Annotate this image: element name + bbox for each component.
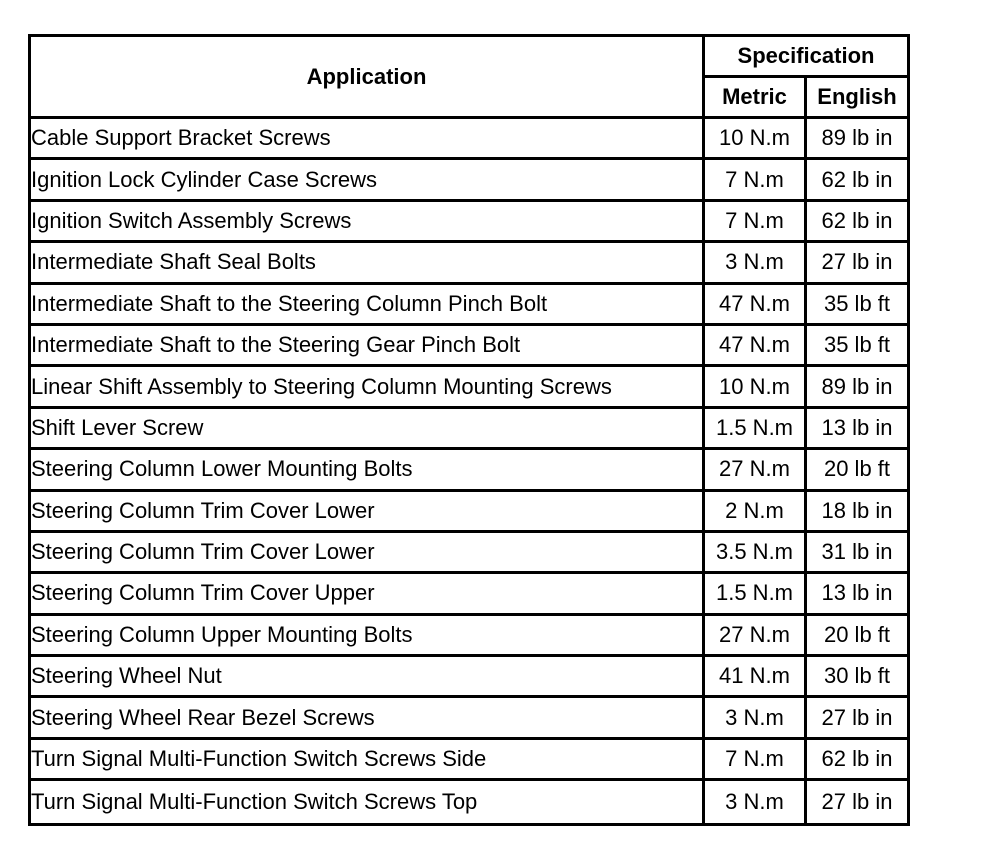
english-cell: 27 lb in (807, 243, 907, 284)
application-column-header: Application (31, 37, 705, 119)
application-cell: Steering Column Upper Mounting Bolts (31, 616, 705, 657)
english-cell: 18 lb in (807, 492, 907, 533)
header-row-top (31, 37, 907, 78)
metric-cell: 3 N.m (705, 781, 807, 822)
metric-cell: 3 N.m (705, 698, 807, 739)
table-row (31, 367, 907, 408)
application-cell: Turn Signal Multi-Function Switch Screws Side (31, 740, 705, 781)
table-row (31, 657, 907, 698)
english-cell: 89 lb in (807, 367, 907, 408)
english-cell: 89 lb in (807, 119, 907, 160)
table-row (31, 574, 907, 615)
specification-column-header: Specification (705, 37, 907, 78)
english-cell: 31 lb in (807, 533, 907, 574)
metric-cell: 10 N.m (705, 119, 807, 160)
metric-cell: 47 N.m (705, 326, 807, 367)
table-body (31, 119, 907, 823)
application-cell: Steering Column Trim Cover Lower (31, 533, 705, 574)
metric-cell: 41 N.m (705, 657, 807, 698)
english-column-header: English (807, 78, 907, 119)
metric-cell: 1.5 N.m (705, 409, 807, 450)
english-cell: 13 lb in (807, 409, 907, 450)
table-row (31, 492, 907, 533)
english-cell: 35 lb ft (807, 285, 907, 326)
table-row (31, 740, 907, 781)
metric-cell: 7 N.m (705, 160, 807, 201)
application-cell: Linear Shift Assembly to Steering Column Mounting Screws (31, 367, 705, 408)
metric-cell: 27 N.m (705, 450, 807, 491)
metric-column-header: Metric (705, 78, 807, 119)
application-cell: Steering Wheel Nut (31, 657, 705, 698)
application-cell: Steering Column Lower Mounting Bolts (31, 450, 705, 491)
table-row (31, 285, 907, 326)
metric-cell: 3 N.m (705, 243, 807, 284)
table-row (31, 781, 907, 822)
table-row (31, 119, 907, 160)
english-cell: 62 lb in (807, 160, 907, 201)
table-row (31, 533, 907, 574)
table-row (31, 243, 907, 284)
application-cell: Intermediate Shaft to the Steering Gear Pinch Bolt (31, 326, 705, 367)
application-cell: Intermediate Shaft Seal Bolts (31, 243, 705, 284)
application-cell: Ignition Switch Assembly Screws (31, 202, 705, 243)
torque-specification-table (28, 34, 910, 826)
metric-cell: 7 N.m (705, 740, 807, 781)
english-cell: 62 lb in (807, 740, 907, 781)
metric-cell: 3.5 N.m (705, 533, 807, 574)
metric-cell: 47 N.m (705, 285, 807, 326)
metric-cell: 7 N.m (705, 202, 807, 243)
english-cell: 62 lb in (807, 202, 907, 243)
application-cell: Cable Support Bracket Screws (31, 119, 705, 160)
english-cell: 35 lb ft (807, 326, 907, 367)
application-cell: Intermediate Shaft to the Steering Column Pinch Bolt (31, 285, 705, 326)
application-cell: Steering Column Trim Cover Upper (31, 574, 705, 615)
english-cell: 20 lb ft (807, 616, 907, 657)
table-row (31, 326, 907, 367)
table-row (31, 616, 907, 657)
table-row (31, 202, 907, 243)
table-row (31, 698, 907, 739)
table-row (31, 160, 907, 201)
metric-cell: 10 N.m (705, 367, 807, 408)
application-cell: Turn Signal Multi-Function Switch Screws Top (31, 781, 705, 822)
english-cell: 20 lb ft (807, 450, 907, 491)
application-cell: Steering Column Trim Cover Lower (31, 492, 705, 533)
application-cell: Ignition Lock Cylinder Case Screws (31, 160, 705, 201)
metric-cell: 1.5 N.m (705, 574, 807, 615)
english-cell: 27 lb in (821, 788, 893, 814)
english-cell: 30 lb ft (807, 657, 907, 698)
english-cell: 13 lb in (807, 574, 907, 615)
metric-cell: 2 N.m (705, 492, 807, 533)
table-row (31, 409, 907, 450)
english-cell: 27 lb in (807, 698, 907, 739)
application-cell: Steering Wheel Rear Bezel Screws (31, 698, 705, 739)
metric-cell: 27 N.m (705, 616, 807, 657)
application-cell: Shift Lever Screw (31, 409, 705, 450)
table-row (31, 450, 907, 491)
